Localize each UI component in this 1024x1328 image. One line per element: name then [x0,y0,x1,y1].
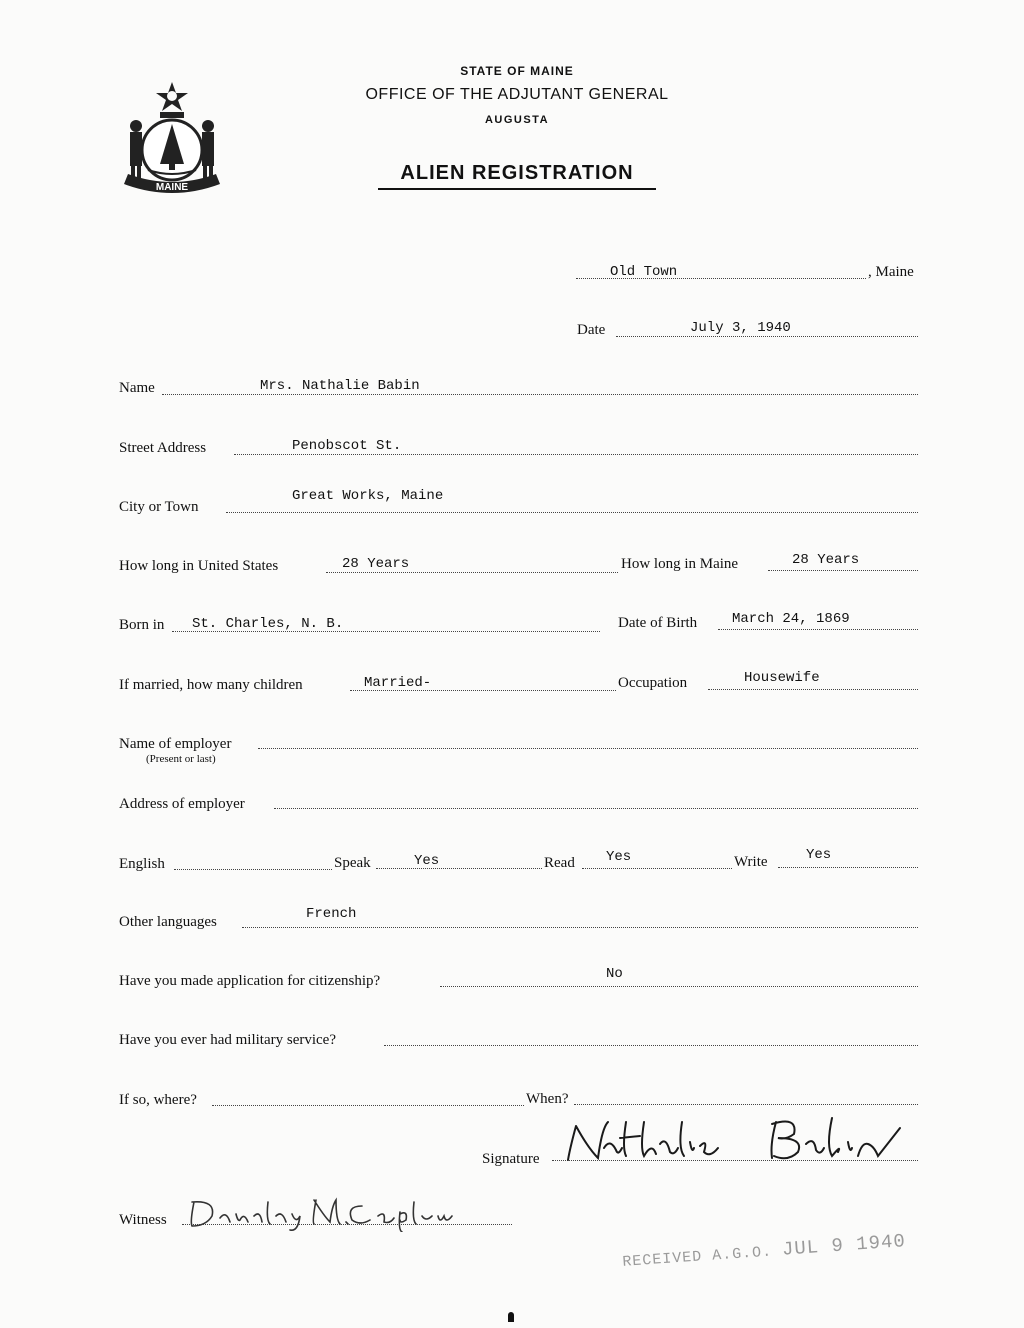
where-line [212,1105,524,1106]
english-line [174,869,332,870]
born-in-value: St. Charles, N. B. [192,616,344,632]
where-label: If so, where? [119,1092,197,1108]
other-languages-value: French [306,906,357,922]
street-line [234,454,918,455]
name-value: Mrs. Nathalie Babin [260,378,420,394]
citizenship-label: Have you made application for citizenship? [119,973,381,989]
signature-handwriting [548,1108,918,1172]
employer-sublabel: (Present or last) [146,753,216,765]
english-label: English [119,856,165,872]
children-value: Married- [364,675,432,691]
speak-label: Speak [334,855,371,871]
speak-value: Yes [414,853,440,869]
write-line [778,867,918,868]
military-line [384,1045,918,1046]
binding-mark [508,1312,514,1322]
how-long-us-value: 28 Years [342,556,410,572]
military-label: Have you ever had military service? [119,1032,336,1048]
svg-text:MAINE: MAINE [155,182,189,193]
dob-label: Date of Birth [618,615,698,631]
other-languages-label: Other languages [119,914,217,930]
occupation-value: Housewife [744,670,820,686]
how-long-me-value: 28 Years [792,552,860,568]
witness-handwriting [186,1192,506,1232]
city-label: City or Town [119,499,199,515]
how-long-us-line [326,572,618,573]
street-label: Street Address [119,440,207,456]
when-line [574,1104,918,1105]
received-stamp-date: JUL 9 1940 [781,1230,907,1261]
received-stamp [622,1230,907,1272]
occupation-line [708,689,918,690]
born-in-label: Born in [119,617,165,633]
header-city: AUGUSTA [484,114,550,126]
city-line [226,512,918,513]
name-label: Name [119,380,155,396]
name-line [162,394,918,395]
children-label: If married, how many children [119,677,303,693]
read-value: Yes [606,849,632,865]
employer-address-line [274,808,918,809]
dob-value: March 24, 1869 [732,611,850,627]
date-label: Date [577,322,606,338]
read-line [582,868,732,869]
place-suffix: , Maine [868,264,914,280]
write-value: Yes [806,847,832,863]
how-long-me-line [768,570,918,571]
title-underline [378,188,656,190]
dob-line [718,629,918,630]
citizenship-line [440,986,918,987]
when-label: When? [526,1091,569,1107]
how-long-us-label: How long in United States [119,558,279,574]
read-label: Read [544,855,575,871]
employer-label: Name of employer [119,736,232,752]
signature-label: Signature [482,1151,540,1167]
date-line [616,336,918,337]
received-stamp-text: RECEIVED A.G.O. [621,1243,773,1271]
other-languages-line [242,927,918,928]
citizenship-value: No [606,966,623,982]
place-value: Old Town [610,264,678,280]
speak-line [376,868,542,869]
witness-label: Witness [119,1212,167,1228]
city-value: Great Works, Maine [292,488,444,504]
header-state: STATE OF MAINE [460,64,574,78]
how-long-me-label: How long in Maine [621,556,739,572]
date-value: July 3, 1940 [690,320,791,336]
form-title: ALIEN REGISTRATION [400,162,634,184]
employer-line [258,748,918,749]
write-label: Write [734,854,768,870]
street-value: Penobscot St. [292,438,402,454]
employer-address-label: Address of employer [119,796,245,812]
header-office: OFFICE OF THE ADJUTANT GENERAL [365,86,669,103]
occupation-label: Occupation [618,675,688,691]
